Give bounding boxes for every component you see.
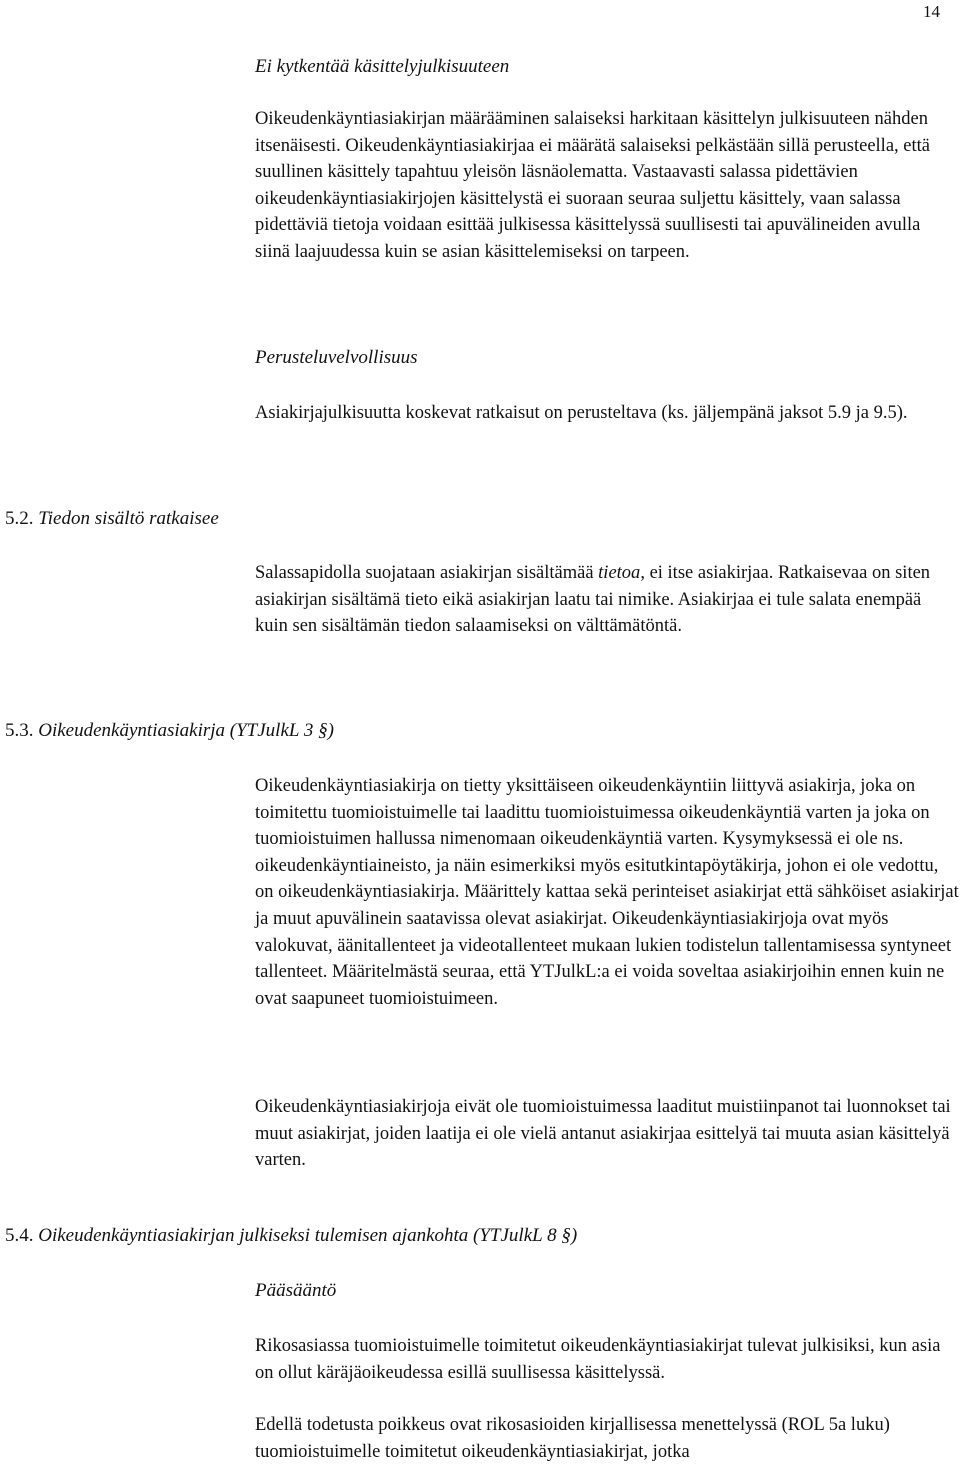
section-heading-5-4 (5, 1225, 577, 1247)
heading-ei-kytkentaa: Ei kytkentää käsittelyjulkisuuteen (255, 56, 510, 77)
section-title: Tiedon sisältö ratkaisee (38, 508, 219, 529)
section-number: 5.4. (5, 1225, 34, 1246)
heading-paasaanto: Pääsääntö (255, 1280, 337, 1301)
text-run: , ei itse asiakirjaa. Ratkaisevaa on siten asiakirjan sisältämä tieto eikä asiakirjan laatu tai nimike. Asiakirjaa ei tule salata enempää kuin sen sisältämän tiedon salaamiseksi on välttämätöntä. (255, 563, 931, 637)
page-number: 14 (923, 2, 940, 21)
paragraph-perusteluvelvollisuus: Asiakirjajulkisuutta koskevat ratkaisut on perusteltava (ks. jäljempänä jaksot 5.9 ja 9.5). (255, 403, 908, 423)
section-number: 5.2. (5, 508, 34, 529)
paragraph-tiedon-sisalto (255, 560, 955, 640)
heading-perusteluvelvollisuus: Perusteluvelvollisuus (255, 347, 418, 368)
section-heading-5-3 (5, 720, 334, 742)
section-title: Oikeudenkäyntiasiakirjan julkiseksi tulemisen ajankohta (YTJulkL 8 §) (38, 1225, 578, 1246)
emphasis-tietoa: tietoa (598, 563, 641, 583)
paragraph-salaiseksi-maaraaminen: Oikeudenkäyntiasiakirjan määrääminen salaiseksi harkitaan käsittelyn julkisuuteen nähden itsenäisesti. Oikeudenkäyntiasiakirjaa ei määrätä salaiseksi pelkästään sillä perusteella, että suullinen käsittely tapahtuu yleisön läsnäolematta. Vastaavasti salassa pidettävien oikeudenkäyntiasiakirjojen käsittelystä ei suoraan seuraa suljettu käsittely, vaan salassa pidettäviä tietoja voidaan esittää julkisessa käsittelyssä suullisesti tai apuvälineiden avulla siinä laajuudessa kuin se asian käsittelemiseksi on tarpeen. (255, 109, 930, 262)
section-number: 5.3. (5, 720, 34, 741)
section-title: Oikeudenkäyntiasiakirja (YTJulkL 3 §) (38, 720, 334, 741)
paragraph-oikeudenkayntiasiakirja-maaritelma: Oikeudenkäyntiasiakirja on tietty yksittäiseen oikeudenkäyntiin liittyvä asiakirja, joka on toimitettu tuomioistuimelle tai laadittu tuomioistuimessa oikeudenkäyntiä varten ja joka on tuomioistuimen hallussa nimenomaan oikeudenkäyntiä varten. Kysymyksessä ei ole ns. oikeudenkäyntiaineisto, ja näin esimerkiksi myös esitutkintapöytäkirja, johon ei ole vedottu, on oikeudenkäyntiasiakirja. Määrittely kattaa sekä perinteiset asiakirjat että sähköiset asiakirjat ja muut apuvälinein saatavissa olevat asiakirjat. Oikeudenkäyntiasiakirjoja ovat myös valokuvat, äänitallenteet ja videotallenteet mukaan lukien todistelun tallentamisessa syntyneet tallenteet. Määritelmästä seuraa, että YTJulkL:a ei voida soveltaa asiakirjoihin ennen kuin ne ovat saapuneet tuomioistuimeen. (255, 776, 959, 1009)
paragraph-paasaanto: Rikosasiassa tuomioistuimelle toimitetut oikeudenkäyntiasiakirjat tulevat julkisiksi, kun asia on ollut käräjäoikeudessa esillä suullisessa käsittelyssä. (255, 1336, 941, 1383)
paragraph-ei-oikeudenkayntiasiakirjoja: Oikeudenkäyntiasiakirjoja eivät ole tuomioistuimessa laaditut muistiinpanot tai luonnokset tai muut asiakirjat, joiden laatija ei ole vielä antanut asiakirjaa esittelyä tai muuta asian käsittelyä varten. (255, 1097, 951, 1171)
section-heading-5-2 (5, 508, 219, 530)
paragraph-poikkeus: Edellä todetusta poikkeus ovat rikosasioiden kirjallisessa menettelyssä (ROL 5a luku) tuomioistuimelle toimitetut oikeudenkäyntiasiakirjat, jotka (255, 1415, 890, 1462)
text-run: Salassapidolla suojataan asiakirjan sisältämää (255, 563, 599, 583)
